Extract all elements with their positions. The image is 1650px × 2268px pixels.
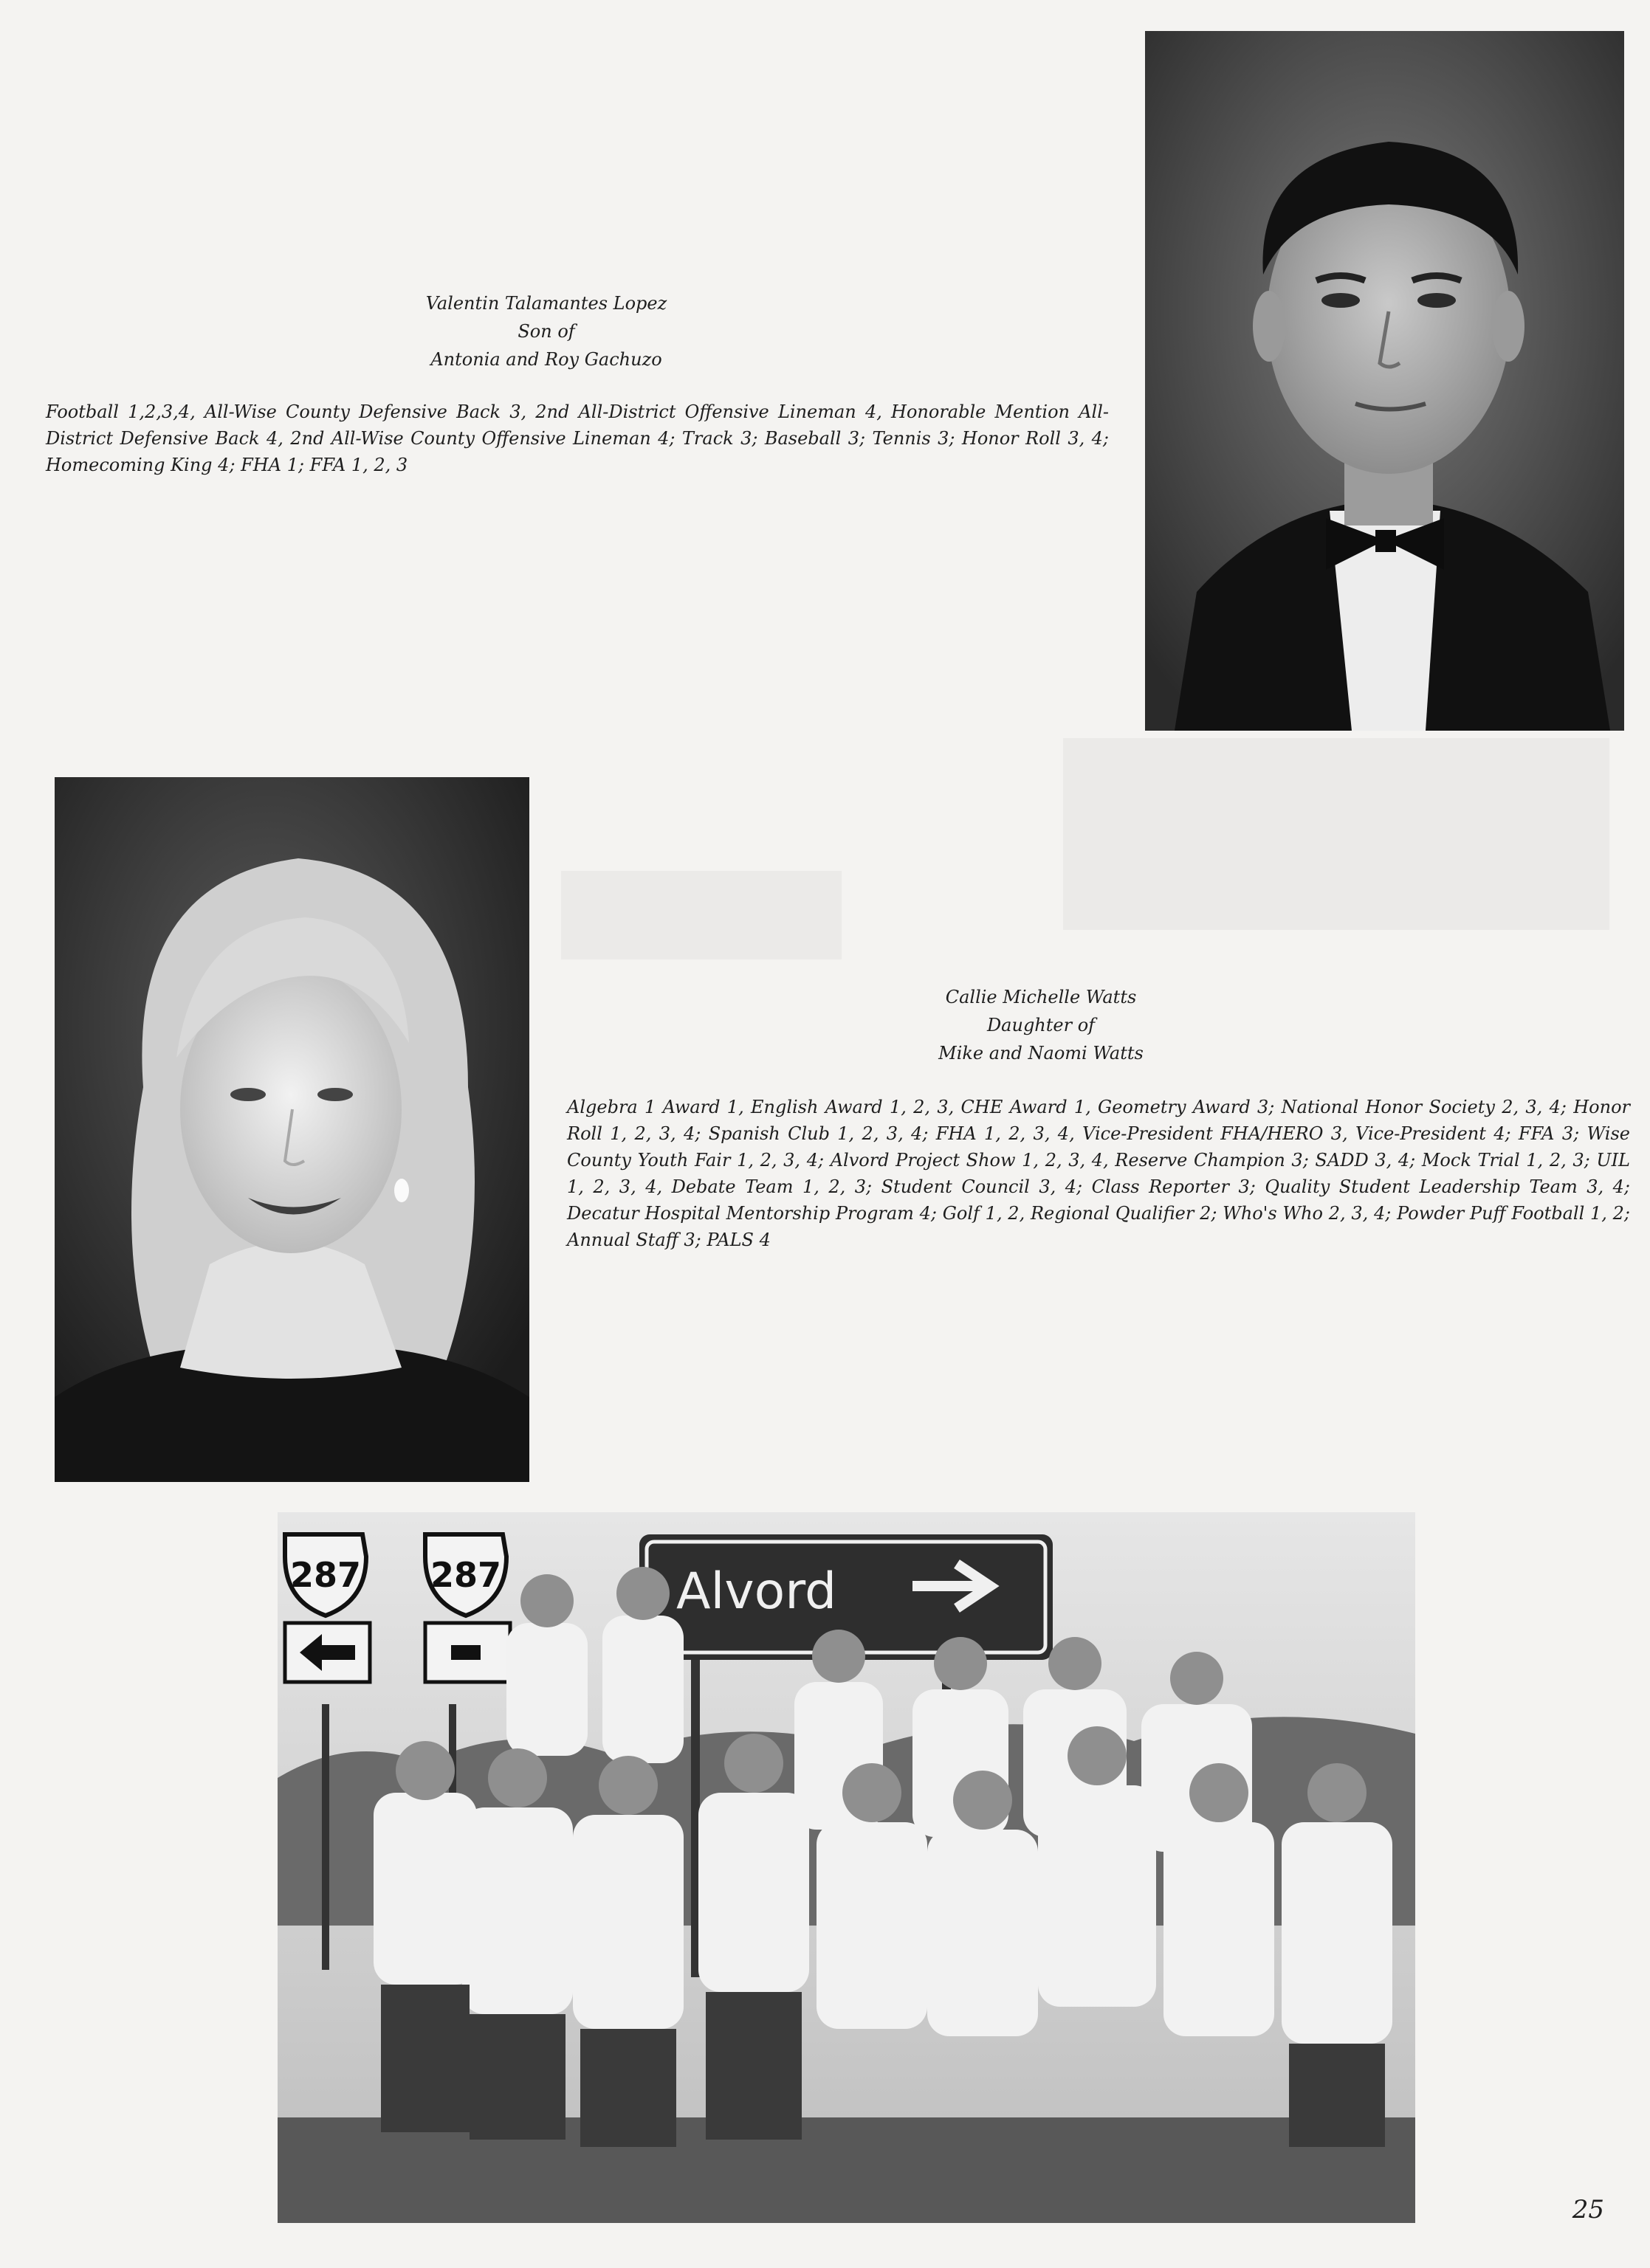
show-through-shadow [1063, 738, 1609, 930]
student-2-name: Callie Michelle Watts [945, 987, 1137, 1007]
student-1-name: Valentin Talamantes Lopez [425, 293, 667, 314]
student-2-portrait [55, 777, 529, 1482]
student-1-portrait [1145, 31, 1624, 731]
route-sign-left: 287 [289, 1555, 362, 1595]
page-number: 25 [1572, 2195, 1604, 2224]
student-2-parents: Mike and Naomi Watts [938, 1043, 1144, 1064]
student-2-activities: Algebra 1 Award 1, English Award 1, 2, 3, CHE Award 1, Geometry Award 3; National Honor Society 2, 3, 4; Honor Roll 1, 2, 3, 4; Spanish Club 1, 2, 3, 4; FHA 1, 2, 3, 4, Vice-President FHA/HERO 3, Vice-President 4; FFA 3; Wise County Youth Fair 1, 2, 3, 4; Alvord Project Show 1, 2, 3, 4, Reserve Champion 3; SADD 3, 4; Mock Trial 1, 2, 3; UIL 1, 2, 3, 4, Debate Team 1, 2, 3; Student Council 3, 4; Class Reporter 3; Quality Student Leadership Team 3, 4; Decatur Hospital Mentorship Program 4; Golf 1, 2, Regional Qualifier 2; Who's Who 2, 3, 4; Powder Puff Football 1, 2; Annual Staff 3; PALS 4 [567, 1097, 1630, 1250]
group-photo [278, 1512, 1415, 2223]
show-through-shadow [561, 871, 842, 959]
route-sign-right: 287 [430, 1555, 502, 1595]
student-2-relation: Daughter of [986, 1015, 1096, 1035]
student-1-activities: Football 1,2,3,4, All-Wise County Defensive Back 3, 2nd All-District Offensive Lineman 4, Honorable Mention All-District Defensive Back 4, 2nd All-Wise County Offensive Lineman 4; Track 3; Baseball 3; Tennis 3; Honor Roll 3, 4; Homecoming King 4; FHA 1; FFA 1, 2, 3 [46, 401, 1109, 475]
student-2-caption [893, 983, 1189, 1067]
student-1-parents: Antonia and Roy Gachuzo [430, 349, 662, 370]
student-1-relation: Son of [518, 321, 575, 342]
student-1-caption [399, 289, 694, 373]
town-sign-label: Alvord [676, 1562, 837, 1621]
